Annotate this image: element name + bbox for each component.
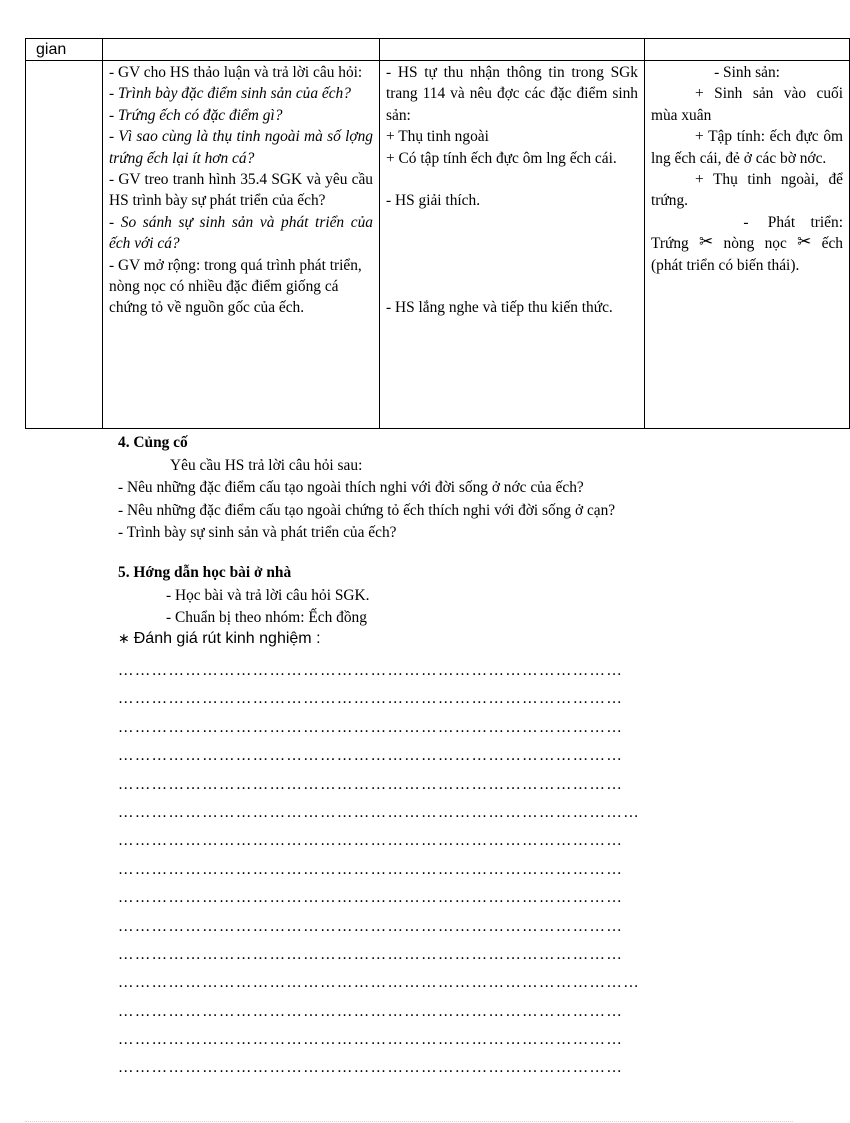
asterisk-icon: ∗ <box>118 630 130 646</box>
consolidation-question: - Nêu những đặc điểm cấu tạo ngoài thích nghi với đời sống ở nớc của ếch? <box>118 479 584 496</box>
dotted-line: ……………………………………………………………………………… <box>118 690 624 708</box>
teacher-question: - Trứng ếch có đặc điểm gì? <box>109 106 283 124</box>
teacher-activity-cell <box>103 61 380 429</box>
teacher-question: - Vì sao cùng là thụ tinh ngoài mà số lợng trứng ếch lại ít hơn cá? <box>109 128 373 167</box>
consolidation-question: - Nêu những đặc điểm cấu tạo ngoài chứng tỏ ếch thích nghi với đời sống ở cạn? <box>118 501 616 519</box>
homework-section <box>118 562 738 630</box>
dotted-line: ………………………………………………………………………………… <box>118 974 641 992</box>
consolidation-question: - Trình bày sự sinh sản và phát triển của ếch? <box>118 524 397 541</box>
student-header-cell <box>380 39 645 61</box>
tadpole-label: nòng nọc <box>723 235 787 253</box>
student-line: + Có tập tính ếch đực ôm lng ếch cái. <box>386 149 617 167</box>
dotted-line: ……………………………………………………………………………… <box>118 917 624 935</box>
frog-label: ếch (phát triển có biến thái). <box>651 235 843 274</box>
content-header-cell <box>645 39 850 61</box>
section-heading: 5. Hớng dẫn học bài ở nhà <box>118 564 292 581</box>
evaluation-label: Đánh giá rút kinh nghiệm : <box>133 630 321 647</box>
dotted-line: ……………………………………………………………………………… <box>118 860 624 878</box>
evaluation-heading <box>118 628 321 649</box>
time-cell <box>26 61 103 429</box>
dotted-line: ……………………………………………………………………………… <box>118 832 624 850</box>
table-header-row <box>26 39 850 61</box>
development-line <box>651 233 843 276</box>
teacher-line: - GV mở rộng: trong quá trình phát triển, nòng nọc có nhiều đặc điểm giống cá chứng tỏ về nguồn gốc của ếch. <box>109 256 362 317</box>
teacher-header-cell <box>103 39 380 61</box>
teacher-question: - Trình bày đặc điểm sinh sản của ếch? <box>109 85 351 103</box>
teacher-question: - So sánh sự sinh sản và phát triển của ếch với cá? <box>109 213 373 253</box>
consolidation-intro: Yêu cầu HS trả lời câu hỏi sau: <box>170 456 363 474</box>
student-line: + Thụ tinh ngoài <box>386 128 489 146</box>
content-line: + Tập tính: ếch đực ôm lng ếch cái, đẻ ở các bờ nớc. <box>651 128 843 167</box>
dotted-line: ……………………………………………………………………………… <box>118 1059 624 1077</box>
student-line: - HS lắng nghe và tiếp thu kiến thức. <box>386 299 613 317</box>
content-cell <box>645 61 850 429</box>
student-line: - HS giải thích. <box>386 192 481 210</box>
dotted-line: ……………………………………………………………………………… <box>118 1031 624 1049</box>
dotted-line: ……………………………………………………………………………… <box>118 718 624 736</box>
homework-item: - Học bài và trả lời câu hỏi SGK. <box>166 586 370 604</box>
page-bottom-rule <box>25 1121 793 1122</box>
spacer <box>386 169 638 190</box>
section-heading: 4. Củng cố <box>118 434 188 451</box>
dotted-line: ………………………………………………………………………………… <box>118 803 641 821</box>
homework-item: - Chuẩn bị theo nhóm: Ếch đồng <box>166 609 367 626</box>
dotted-line: ……………………………………………………………………………… <box>118 1002 624 1020</box>
content-line: - Phát triển: <box>743 213 843 231</box>
spacer <box>386 212 638 298</box>
content-line: - Sinh sản: <box>714 64 780 81</box>
lesson-table <box>25 38 850 429</box>
dotted-line: ……………………………………………………………………………… <box>118 747 624 765</box>
time-header-cell: gian <box>26 39 103 61</box>
student-activity-cell <box>380 61 645 429</box>
table-content-row <box>26 61 850 429</box>
egg-label: Trứng <box>651 235 689 253</box>
content-line: + Sinh sản vào cuối mùa xuân <box>651 85 843 124</box>
dotted-line: ……………………………………………………………………………… <box>118 662 624 679</box>
teacher-line: - GV cho HS thảo luận và trả lời câu hỏi: <box>109 64 363 81</box>
evaluation-lines <box>118 662 718 1088</box>
consolidation-section <box>118 432 738 545</box>
student-line: - HS tự thu nhận thông tin trong SGk trang 114 và nêu đợc các đặc điểm sinh sản: <box>386 64 638 124</box>
teacher-line: - GV treo tranh hình 35.4 SGK và yêu cầu HS trình bày sự phát triển của ếch? <box>109 171 373 210</box>
dotted-line: ……………………………………………………………………………… <box>118 775 624 793</box>
scissors-arrow-icon: ✂ <box>797 232 812 252</box>
dotted-line: ……………………………………………………………………………… <box>118 945 624 963</box>
scissors-arrow-icon: ✂ <box>699 232 714 252</box>
content-line: + Thụ tinh ngoài, để trứng. <box>651 171 843 210</box>
dotted-line: ……………………………………………………………………………… <box>118 889 624 907</box>
